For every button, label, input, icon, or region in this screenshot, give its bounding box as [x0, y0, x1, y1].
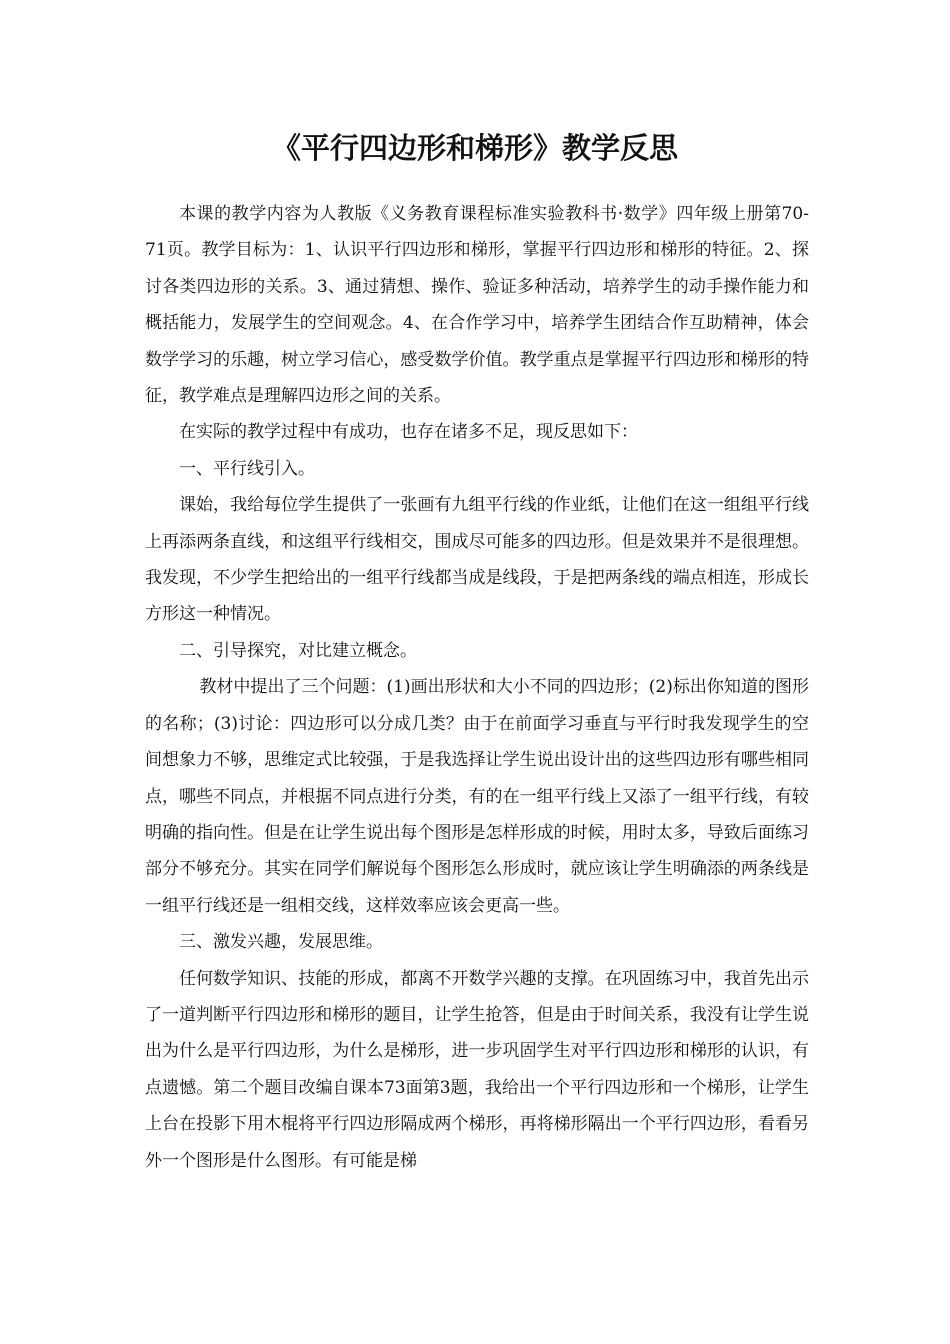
document-body — [145, 196, 809, 1179]
paragraph-section-1: 课始，我给每位学生提供了一张画有九组平行线的作业纸，让他们在这一组组平行线上再添两条直线，和这组平行线相交，围成尽可能多的四边形。但是效果并不是很理想。我发现，不少学生把给出的一组平行线都当成是线段，于是把两条线的端点相连，形成长方形这一种情况。 — [145, 495, 809, 625]
paragraph-section-2: 教材中提出了三个问题：(1)画出形状和大小不同的四边形；(2)标出你知道的图形的名称；(3)讨论：四边形可以分成几类？由于在前面学习垂直与平行时我发现学生的空间想象力不够，思维定式比较强，于是我选择让学生说出设计出的这些四边形有哪些相同点，哪些不同点，并根据不同点进行分类，有的在一组平行线上又添了一组平行线，有较明确的指向性。但是在让学生说出每个图形是怎样形成的时候，用时太多，导致后面练习部分不够充分。其实在同学们解说每个图形怎么形成时，就应该让学生明确添的两条线是一组平行线还是一组相交线，这样效率应该会更高一些。 — [145, 677, 809, 916]
section-heading-1: 一、平行线引入。 — [179, 458, 315, 479]
section-heading-2: 二、引导探究，对比建立概念。 — [179, 640, 417, 661]
section-heading-3: 三、激发兴趣，发展思维。 — [179, 932, 383, 953]
document-title: 《平行四边形和梯形》教学反思 — [271, 131, 678, 165]
paragraph-intro: 本课的教学内容为人教版《义务教育课程标准实验教科书·数学》四年级上册第70-71页。教学目标为：1、认识平行四边形和梯形，掌握平行四边形和梯形的特征。2、探讨各类四边形的关系。3、通过猜想、操作、验证多种活动，培养学生的动手操作能力和概括能力，发展学生的空间观念。4、在合作学习中，培养学生团结合作互助精神，体会数学学习的乐趣，树立学习信心，感受数学价值。教学重点是掌握平行四边形和梯形的特征，教学难点是理解四边形之间的关系。 — [145, 204, 809, 407]
paragraph-section-3: 任何数学知识、技能的形成，都离不开数学兴趣的支撑。在巩固练习中，我首先出示了一道判断平行四边形和梯形的题目，让学生抢答，但是由于时间关系，我没有让学生说出为什么是平行四边形，为什么是梯形，进一步巩固学生对平行四边形和梯形的认识，有点遗憾。第二个题目改编自课本73面第3题，我给出一个平行四边形和一个梯形，让学生上台在投影下用木棍将平行四边形隔成两个梯形，再将梯形隔出一个平行四边形，看看另外一个图形是什么图形。有可能是梯 — [145, 968, 809, 1171]
paragraph-reflection-lead: 在实际的教学过程中有成功，也存在诸多不足，现反思如下： — [179, 422, 638, 443]
